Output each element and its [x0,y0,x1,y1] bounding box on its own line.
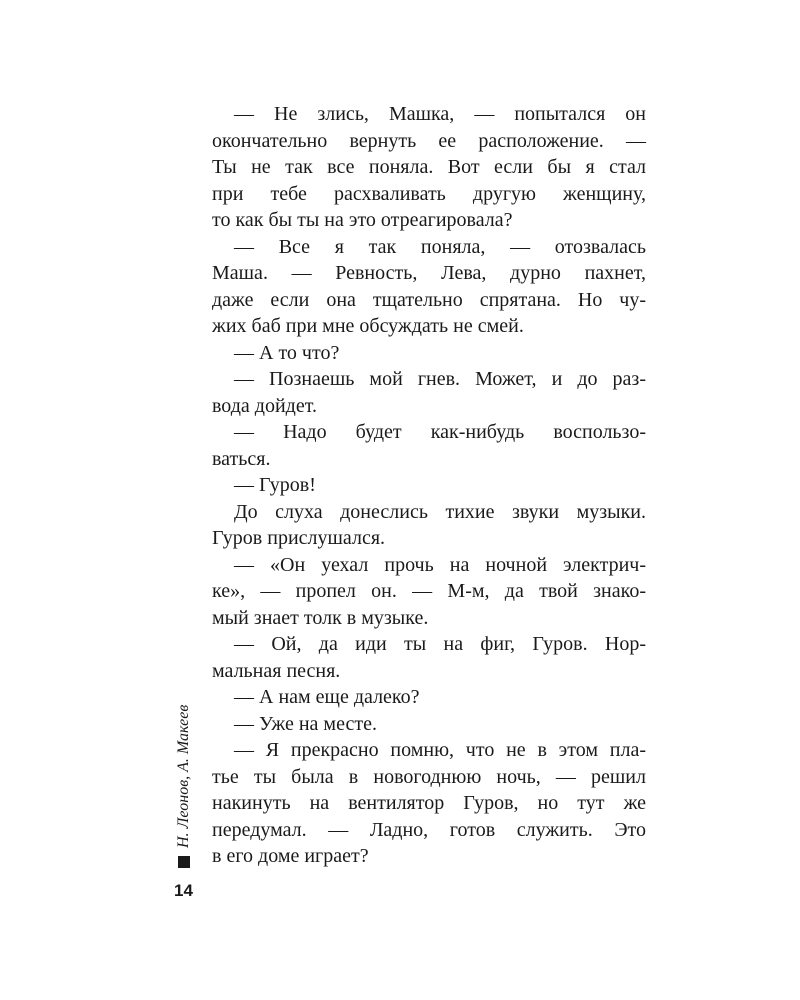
text-line: накинуть на вентилятор Гуров, но тут же [212,792,646,814]
text-line: окончательно вернуть ее расположение. — [212,129,646,152]
text-line: мальная песня. [212,659,341,682]
text-line: — Ой, да иди ты на фиг, Гуров. Нор- [234,633,646,655]
text-line: ке», — пропел он. — М-м, да твой знако- [212,580,646,602]
text-line: До слуха донеслись тихие звуки музыки. [234,500,646,523]
text-line: то как бы ты на это отреагировала? [212,209,513,231]
text-line: — А то что? [234,341,340,364]
text-line: Маша. — Ревность, Лева, дурно пахнет, [212,262,646,284]
text-line: — А нам еще далеко? [234,686,420,708]
text-line: жих баб при мне обсуждать не смей. [212,315,524,337]
text-line: — Не злись, Машка, — попытался он [234,103,646,125]
text-line: при тебе расхваливать другую женщину, [212,182,646,205]
text-line: — Я прекрасно помню, что не в этом пла- [234,739,646,761]
text-line: — «Он уехал прочь на ночной электрич- [234,553,646,576]
header-square-marker [178,856,190,868]
text-line: — Уже на месте. [234,712,377,735]
running-header [174,668,194,868]
text-line: — Гуров! [234,474,316,496]
text-line: ваться. [212,447,271,470]
text-line: — Познаешь мой гнев. Может, и до раз- [234,368,646,390]
text-line: Ты не так все поняла. Вот если бы я стал [212,156,646,178]
text-line: передумал. — Ладно, готов служить. Это [212,818,646,841]
text-line: мый знает толк в музыке. [212,606,429,629]
text-line: вода дойдет. [212,394,317,417]
text-line: Гуров прислушался. [212,527,386,549]
text-line: — Надо будет как-нибудь воспользо- [234,421,646,443]
text-line: — Все я так поняла, — отозвалась [234,235,646,258]
text-line: даже если она тщательно спрятана. Но чу- [212,288,646,311]
header-authors: Н. Леонов, А. Макеев [175,704,192,848]
page-number: 14 [174,881,193,900]
body-text [212,101,646,870]
text-line: тье ты была в новогоднюю ночь, — решил [212,765,646,788]
text-line: в его доме играет? [212,845,369,867]
